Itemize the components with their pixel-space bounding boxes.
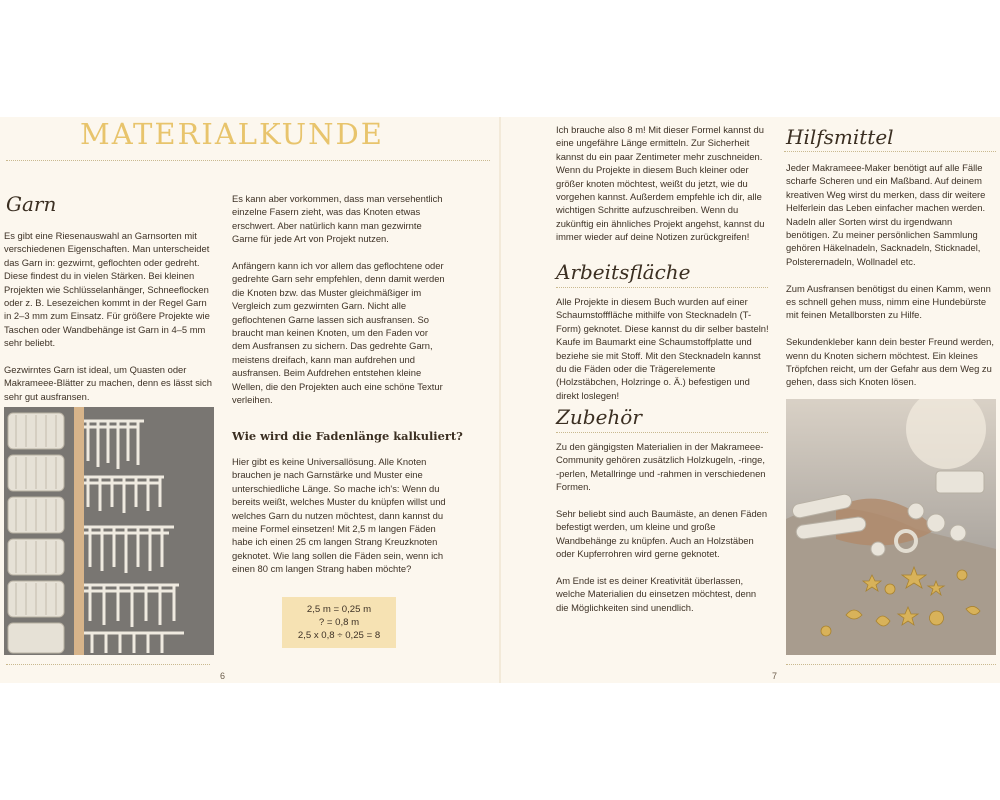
- paragraph: Es gibt eine Riesenauswahl an Garnsorten mit verschiedenen Eigenschaften. Man unterscheidet das Garn in: gezwirnt, geflochten oder gedreht. Diese findest du in vielen Stärken. Bei kleinen Projekten wie Schlüsselanhänger, Schneeflocken oder z. B. Lesezeichen kommt in der Regel Garn in 2–3 mm zum Einsatz. Für größere Projekte wie Taschen oder Wandbehänge ist Garn in 4–5 mm sehr beliebt.: [4, 230, 210, 349]
- accessories-photo: [786, 399, 996, 655]
- paragraph: Es kann aber vorkommen, dass man versehentlich einzelne Fasern zieht, was das Knoten etwas erschwert. Aber natürlich kann man gezwirnte Garne für jede Art von Projekt nutzen.: [232, 193, 443, 245]
- arbeitsflaeche-heading: Arbeitsfläche: [556, 260, 691, 284]
- paragraph: Jeder Makrameee-Maker benötigt auf alle Fälle scharfe Scheren und ein Maßband. Auf deinem kreativen Weg wirst du merken, dass dir weitere Helferlein das Leben einfacher machen werden. Nadeln aller Sorten wirst du irgendwann benötigen. Zu meiner persönlichen Sammlung gehören Häkelnadeln, Sacknadeln, Sticknadel, Polsterernadeln, Wollnadel etc.: [786, 162, 986, 267]
- page-number-right: 7: [772, 671, 778, 681]
- paragraph: Alle Projekte in diesem Buch wurden auf einer Schaumstofffläche mithilfe von Stecknadeln (T-Form) geknotet. Diese kannst du dir selber basteln! Kaufe im Baumarkt eine Schaumstoffplatte und beziehe sie mit Stoff. Mit den Stecknadeln kannst du die Fäden oder die Trägerelemente (Holzstäbchen, Holzringe o. Ä.) befestigen und direkt loslegen!: [556, 296, 769, 401]
- garn-text-column: [4, 229, 216, 403]
- formula-box: [282, 597, 396, 648]
- footer-divider-right: [786, 664, 996, 665]
- paragraph: Sehr beliebt sind auch Baumäste, an denen Fäden befestigt werden, um kleine und große Wandbehänge zu knüpfen. Auch an Holzstäben oder Kupferrohren wird gerne geknotet.: [556, 508, 768, 560]
- paragraph: Gezwirntes Garn ist ideal, um Quasten oder Makrameee-Blätter zu machen, denn es lässt sich sehr gut ausfransen.: [4, 364, 212, 402]
- title-divider: [6, 160, 490, 161]
- section-divider: [784, 151, 996, 152]
- paragraph: Zu den gängigsten Materialien in der Makrameee-Community gehören zusätzlich Holzkugeln, -ringe, -perlen, Metallringe und -rahmen in verschiedenen Formen.: [556, 441, 766, 493]
- footer-divider-left: [6, 664, 210, 665]
- paragraph: Hier gibt es keine Universallösung. Alle Knoten brauchen je nach Garnstärke und Muster eine unterschiedliche Länge. So mache ich's: Wenn du bereits weißt, welches Muster du knüpfen willst und welches Garn du nutzen möchtest, dann kannst du meine Formel einsetzen! Mit 2,5 m langen Fäden habe ich einen 25 cm langen Strang Kreuzknoten geknotet. Wie lang sollen die Fäden sein, wenn ich einen 80 cm langen Strang haben möchte?: [232, 456, 446, 575]
- section-divider: [556, 287, 768, 288]
- paragraph: Zum Ausfransen benötigst du einen Kamm, wenn es schnell gehen muss, nimm eine Hundebürste mit feinen Metallborsten zu Hilfe.: [786, 282, 991, 321]
- hilfsmittel-text: [786, 161, 998, 389]
- paragraph: Am Ende ist es deiner Kreativität überlassen, welche Materialien du einsetzen möchtest, denn die Möglichkeiten sind unendlich.: [556, 575, 757, 613]
- hilfsmittel-heading: Hilfsmittel: [786, 125, 894, 149]
- paragraph: Anfängern kann ich vor allem das geflochtene oder gedrehte Garn sehr empfehlen, denn damit werden die Knoten bzw. das Muster gleichmäßiger im Vergleich zum gezwirnten Garn. Nicht alle geflochtenen Garne lassen sich ausfransen. So braucht man keinen Knoten, um den Faden vor dem Ausfransen zu sichern. Das gedrehte Garn, meistens dreifach, kann man aufdrehen und ausfransen. Beim Aufdrehen entstehen kleine Wellen, die den Projekten auch eine schöne Textur verleihen.: [232, 260, 445, 406]
- page-title: MATERIALKUNDE: [80, 117, 384, 151]
- zubehoer-text: [556, 440, 770, 614]
- garn-heading: Garn: [6, 192, 57, 216]
- garn-text-column-2: [232, 192, 448, 406]
- zubehoer-heading: Zubehör: [556, 405, 642, 429]
- book-gutter: [499, 117, 501, 683]
- rope-spools-illustration: [4, 407, 214, 655]
- paragraph: Ich brauche also 8 m! Mit dieser Formel kannst du eine ungefähre Länge ermitteln. Zur Sicherheit kannst du ein paar Zentimeter mehr zuschneiden. Wenn du Projekte in diesem Buch kleiner oder größer knoten möchtest, weißt du jetzt, wie du vorgehen kannst. Außerdem empfehle ich dir, alle wichtigen Schritte aufzuschreiben. Wenn du zukünftig ein ähnliches Projekt angehst, kannst du immer wieder auf deine Notizen zurückgreifen!: [556, 124, 765, 243]
- formula-line: 2,5 x 0,8 ÷ 0,25 = 8: [297, 630, 381, 641]
- paragraph: Sekundenkleber kann dein bester Freund werden, wenn du Knoten sichern möchtest. Ein kleines Tröpfchen reicht, um der Gefahr aus dem Weg zu gehen, dass sich Knoten lösen.: [786, 336, 994, 388]
- fadenlaenge-text: [232, 455, 448, 576]
- page-number-left: 6: [220, 671, 226, 681]
- fadenlaenge-heading: Wie wird die Fadenlänge kalkuliert?: [232, 429, 463, 443]
- section-divider: [556, 432, 768, 433]
- arbeitsflaeche-text: [556, 295, 770, 402]
- accessories-illustration: [786, 399, 996, 655]
- formula-line: 2,5 m = 0,25 m: [306, 604, 372, 615]
- book-spread: [0, 117, 1000, 683]
- formula-line: ? = 0,8 m: [318, 617, 360, 628]
- rope-spools-photo: [4, 407, 214, 655]
- right-column-1-intro: [556, 123, 770, 244]
